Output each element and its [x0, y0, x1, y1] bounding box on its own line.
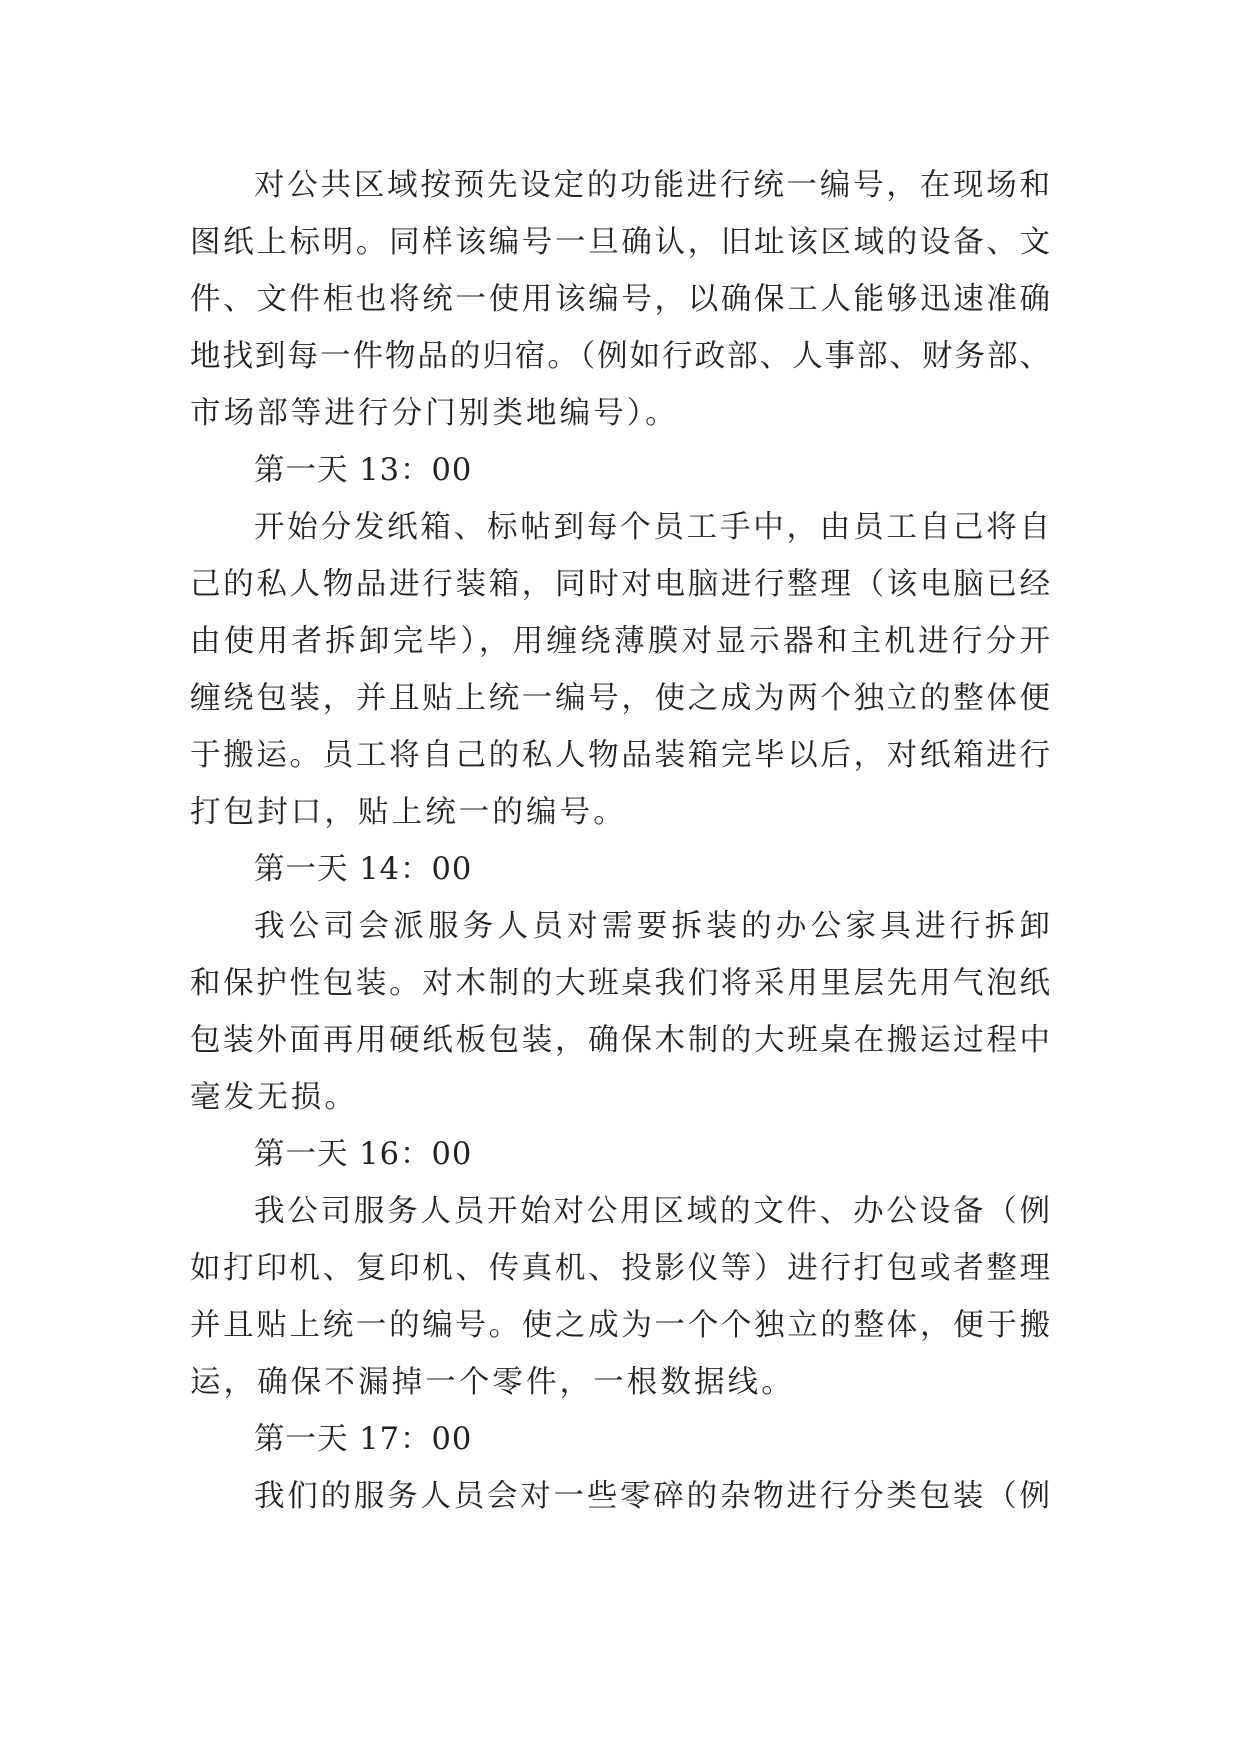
paragraph-line: 开始分发纸箱、标帖到每个员工手中，由员工自己将自 — [254, 510, 1050, 545]
paragraph-line: 运，确保不漏掉一个零件，一根数据线。 — [190, 1365, 795, 1400]
paragraph-line: 和保护性包装。对木制的大班桌我们将采用里层先用气泡纸 — [190, 966, 1050, 1001]
paragraph-line: 图纸上标明。同样该编号一旦确认，旧址该区域的设备、文 — [190, 225, 1050, 260]
paragraph-line: 市场部等进行分门别类地编号）。 — [190, 396, 679, 431]
document-body — [190, 157, 1050, 1525]
paragraph-line: 己的私人物品进行装箱，同时对电脑进行整理（该电脑已经 — [190, 567, 1050, 602]
time-heading: 第一天 16：00 — [254, 1137, 473, 1172]
paragraph-line: 对公共区域按预先设定的功能进行统一编号，在现场和 — [254, 168, 1050, 203]
time-heading: 第一天 14：00 — [254, 852, 473, 887]
paragraph-line: 我公司会派服务人员对需要拆装的办公家具进行拆卸 — [254, 909, 1050, 944]
paragraph-line: 我们的服务人员会对一些零碎的杂物进行分类包装（例 — [254, 1479, 1050, 1514]
time-heading: 第一天 13：00 — [254, 453, 473, 488]
paragraph-line: 包装外面再用硬纸板包装，确保木制的大班桌在搬运过程中 — [190, 1023, 1050, 1058]
paragraph-line: 如打印机、复印机、传真机、投影仪等）进行打包或者整理 — [190, 1251, 1050, 1286]
time-heading: 第一天 17：00 — [254, 1422, 473, 1457]
paragraph-line: 由使用者拆卸完毕），用缠绕薄膜对显示器和主机进行分开 — [190, 624, 1050, 659]
paragraph-line: 件、文件柜也将统一使用该编号，以确保工人能够迅速准确 — [190, 282, 1050, 317]
paragraph-line: 打包封口，贴上统一的编号。 — [190, 795, 627, 830]
paragraph-line: 缠绕包装，并且贴上统一编号，使之成为两个独立的整体便 — [190, 681, 1050, 716]
paragraph-line: 并且贴上统一的编号。使之成为一个个独立的整体，便于搬 — [190, 1308, 1050, 1343]
paragraph-line: 于搬运。员工将自己的私人物品装箱完毕以后，对纸箱进行 — [190, 738, 1050, 773]
paragraph-line: 毫发无损。 — [190, 1080, 358, 1115]
paragraph-line: 我公司服务人员开始对公用区域的文件、办公设备（例 — [254, 1194, 1050, 1229]
paragraph-line: 地找到每一件物品的归宿。（例如行政部、人事部、财务部、 — [190, 339, 1050, 374]
